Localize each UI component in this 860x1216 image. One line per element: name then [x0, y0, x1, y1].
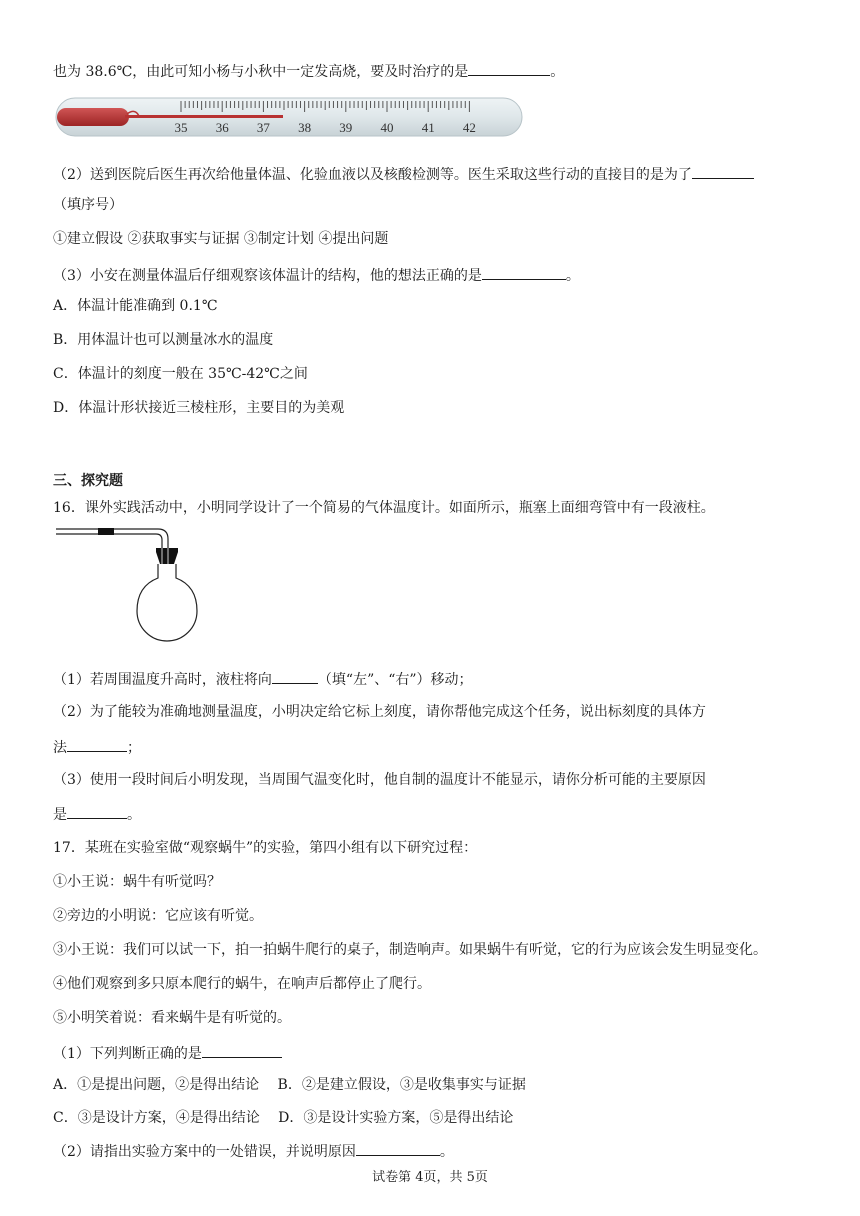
answer-blank[interactable]: [692, 163, 754, 179]
q15-2-line: [53, 163, 754, 185]
q15-text: 也为 38.6℃，由此可知小杨与小秋中一定发高烧，要及时治疗的是: [53, 64, 469, 80]
scale-label: 40: [380, 120, 394, 135]
q16-2b-text: 法: [53, 740, 67, 756]
scale-label: 42: [462, 120, 476, 135]
flask-svg: [52, 526, 212, 656]
q16-1-text: （1）若周围温度升高时，液柱将向: [53, 672, 272, 688]
q17-2-line: [53, 1140, 454, 1162]
punct: ；: [127, 740, 141, 756]
option-a: A．体温计能准确到 0.1℃: [53, 298, 218, 314]
q16-3-text: （3）使用一段时间后小明发现，当周围气温变化时，他自制的温度计不能显示，请你分析可能的主要原因: [53, 772, 706, 788]
page-footer: 试卷第 4页，共 5页: [372, 1170, 488, 1185]
q17-options-ab: A．①是提出问题，②是得出结论 B．②是建立假设，③是收集事实与证据: [53, 1077, 526, 1093]
answer-blank[interactable]: [356, 1140, 440, 1156]
scale-label: 38: [298, 120, 312, 135]
mercury-bulb: [57, 108, 129, 126]
q17-options-cd: C．③是设计方案，④是得出结论 D．③是设计实验方案，⑤是得出结论: [53, 1110, 514, 1126]
q17-step-5: ⑤小明笑着说：看来蜗牛是有听觉的。: [53, 1010, 291, 1026]
q17-1-line: [53, 1042, 282, 1064]
gas-thermometer-figure: [52, 526, 212, 660]
answer-blank[interactable]: [67, 736, 127, 752]
answer-blank[interactable]: [272, 668, 318, 684]
scale-label: 41: [421, 120, 435, 135]
option-b: B．用体温计也可以测量冰水的温度: [53, 332, 274, 348]
q16-1-line: [53, 668, 473, 690]
q17-2-text: （2）请指出实验方案中的一处错误，并说明原因: [53, 1144, 356, 1160]
answer-blank[interactable]: [67, 803, 127, 819]
mercury-column: [125, 115, 283, 118]
q17-1-text: （1）下列判断正确的是: [53, 1046, 202, 1062]
q17-step-2: ②旁边的小明说：它应该有听觉。: [53, 908, 263, 924]
q15-2-note: （填序号）: [53, 197, 123, 213]
q16-stem: 16．课外实践活动中，小明同学设计了一个简易的气体温度计。如面所示，瓶塞上面细弯管中有一段液柱。: [53, 500, 715, 516]
q16-2-text: （2）为了能较为准确地测量温度，小明决定给它标上刻度，请你帮他完成这个任务，说出标刻度的具体方: [53, 704, 706, 720]
punct: 。: [565, 268, 580, 284]
stopper: [156, 552, 178, 564]
section-heading: 三、探究题: [53, 473, 123, 489]
scale-label: 39: [339, 120, 353, 135]
q17-step-4: ④他们观察到多只原本爬行的蜗牛，在响声后都停止了爬行。: [53, 976, 431, 992]
scale-label: 35: [174, 120, 188, 135]
q17-step-3: ③小王说：我们可以试一下，拍一拍蜗牛爬行的桌子，制造响声。如果蜗牛有听觉，它的行为应该会发生明显变化。: [53, 942, 767, 958]
flask-body: [137, 564, 197, 641]
option-d: D．体温计形状接近三棱柱形，主要目的为美观: [53, 400, 345, 416]
clinical-thermometer-figure: [55, 96, 525, 144]
q15-2-options: ①建立假设 ②获取事实与证据 ③制定计划 ④提出问题: [53, 231, 389, 247]
q15-2-text: （2）送到医院后医生再次给他量体温、化验血液以及核酸检测等。医生采取这些行动的直接目的是为了: [53, 167, 692, 183]
stopper-top: [156, 548, 178, 552]
scale-label: 36: [215, 120, 229, 135]
q17-step-1: ①小王说：蜗牛有听觉吗？: [53, 874, 221, 890]
q15-line-1: [53, 60, 564, 82]
answer-blank[interactable]: [468, 60, 550, 76]
q16-3b-line: [53, 803, 141, 825]
liquid-column: [98, 528, 114, 535]
punct: 。: [550, 64, 565, 80]
q16-1-tail: （填“左”、“右”）移动；: [317, 672, 473, 688]
q17-stem: 17．某班在实验室做“观察蜗牛”的实验，第四小组有以下研究过程：: [53, 840, 478, 856]
punct: 。: [127, 807, 141, 823]
answer-blank[interactable]: [202, 1042, 282, 1058]
q15-3-line: [53, 264, 580, 286]
scale-label: 37: [256, 120, 270, 135]
q16-3b-text: 是: [53, 807, 67, 823]
q16-2b-line: [53, 736, 141, 758]
answer-blank[interactable]: [482, 264, 566, 280]
punct: 。: [439, 1144, 454, 1160]
q15-3-text: （3）小安在测量体温后仔细观察该体温计的结构，他的想法正确的是: [53, 268, 482, 284]
option-c: C．体温计的刻度一般在 35℃-42℃之间: [53, 366, 308, 382]
thermometer-svg: [55, 96, 525, 140]
